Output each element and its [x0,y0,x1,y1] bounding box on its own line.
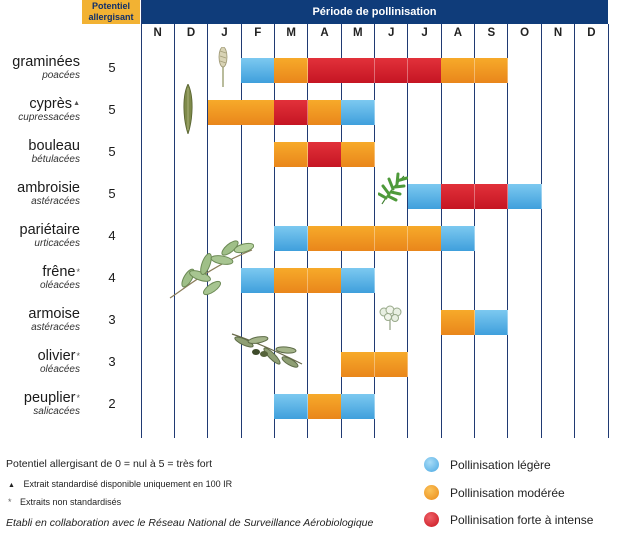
allergen-score: 4 [108,270,116,285]
plant-family: salicacées [33,406,80,417]
pollination-cell-moderee [274,58,308,83]
month-label: M [353,27,363,39]
star-mark: * [8,497,12,507]
plant-family: astéracées [31,196,80,207]
plant-label [0,222,80,250]
month-label: S [487,27,496,39]
pollination-cell-forte [441,184,475,209]
grass-spike-icon [216,47,230,87]
month-label: D [186,27,196,39]
pollination-cell-legere [274,394,308,419]
grid-line [174,24,175,438]
pollination-cell-moderee [341,142,375,167]
plant-family: astéracées [31,322,80,333]
ambrosia-leaf-icon [378,172,408,206]
ash-leaves-icon [168,236,254,302]
allergen-score: 5 [108,102,116,117]
pollination-cell-legere [475,310,509,335]
plant-name [0,96,80,112]
plant-name-text: ambroisie [17,180,80,196]
plant-label [0,180,80,208]
grid-line [207,24,208,438]
plant-name [0,222,80,238]
plant-label [0,138,80,166]
grid-line [141,0,142,438]
plant-mark: * [76,351,80,361]
allergen-score: 3 [108,312,116,327]
plant-family: cupressacées [18,112,80,123]
plant-name-text: cyprès [29,96,73,112]
plant-family: poacées [42,70,80,81]
legend-item-forte [424,512,593,527]
pollination-cell-legere [241,58,275,83]
month-label: O [520,27,530,39]
pollination-cell-moderee [341,226,375,251]
plant-name-text: pariétaire [19,222,80,238]
pollination-cell-moderee [308,394,342,419]
grid-line [507,24,508,438]
month-label: D [587,27,596,39]
legend-item-legere [424,457,551,472]
plant-name [0,306,80,322]
pollination-cell-legere [341,394,375,419]
pollination-cell-legere [408,184,442,209]
pollination-cell-forte [308,58,342,83]
plant-name-text: frêne [42,264,76,280]
allergen-score: 5 [108,60,116,75]
grid-line [241,24,242,438]
month-label: N [153,27,162,39]
star-note: Extraits non standardisés [20,497,122,507]
pollination-cell-moderee [308,268,342,293]
allergen-score: 5 [108,144,116,159]
plant-mark: * [76,267,80,277]
plant-mark: * [76,393,80,403]
plant-family: oléacées [39,280,80,291]
pollination-cell-forte [375,58,409,83]
pollination-cell-moderee [274,142,308,167]
allergen-score: 3 [108,354,116,369]
plant-name-text: bouleau [28,138,80,154]
plant-family: urticacées [34,238,80,249]
pollination-cell-moderee [341,352,375,377]
triangle-mark: ▲ [8,482,15,489]
pollination-cell-forte [308,142,342,167]
pollination-cell-moderee [475,58,509,83]
plant-label [0,348,80,376]
pollination-cell-legere [274,226,308,251]
pollination-cell-forte [408,58,442,83]
plant-name-text: olivier [37,348,76,364]
month-label: J [221,27,228,39]
star-note-row [8,497,121,507]
plant-label [0,264,80,292]
pollination-cell-moderee [308,226,342,251]
plant-mark: ▲ [73,100,80,107]
pollination-cell-moderee [441,58,475,83]
month-label: A [320,27,329,39]
month-label: N [553,27,563,39]
pollination-cell-legere [341,268,375,293]
month-label: M [286,27,296,39]
pollination-cell-moderee [441,310,475,335]
pollination-cell-moderee [408,226,442,251]
plant-label [0,306,80,334]
plant-name-text: peuplier [23,390,76,406]
legend-label-moderee: Pollinisation modérée [450,485,565,500]
pollination-cell-moderee [241,100,275,125]
plant-label [0,54,80,82]
scale-note: Potentiel allergisant de 0 = nul à 5 = très fort [6,458,213,470]
allergen-score: 2 [108,396,116,411]
month-label: J [421,27,428,39]
plant-name [0,390,80,406]
olive-branch-icon [230,330,304,370]
pollination-cell-forte [341,58,375,83]
mugwort-flower-icon [376,304,406,332]
legend-label-legere: Pollinisation légère [450,457,551,472]
pollination-cell-moderee [208,100,242,125]
legend-dot-legere [424,457,439,472]
grid-line [541,24,542,438]
allergen-score: 4 [108,228,116,243]
month-label: A [453,27,463,39]
allergen-score: 5 [108,186,116,201]
month-label: F [254,27,262,39]
legend-dot-forte [424,512,439,527]
plant-label [0,390,80,418]
pollination-cell-moderee [274,268,308,293]
grid-line [574,24,575,438]
plant-family: oléacées [39,364,80,375]
triangle-note: Extrait standardisé disponible uniquement en 100 IR [23,479,233,489]
legend-label-forte: Pollinisation forte à intense [450,512,594,527]
pollination-cell-moderee [308,100,342,125]
plant-name [0,180,80,196]
plant-name [0,138,80,154]
pollination-cell-legere [508,184,542,209]
plant-name [0,348,80,364]
pollination-cell-legere [341,100,375,125]
pollination-cell-legere [441,226,475,251]
pollination-cell-forte [274,100,308,125]
plant-name [0,264,80,280]
credit-note: Etabli en collaboration avec le Réseau National de Surveillance Aérobiologique [6,517,374,529]
pollination-cell-forte [475,184,509,209]
plant-label [0,96,80,124]
pollination-cell-moderee [375,226,409,251]
legend-item-moderee [424,485,565,500]
pollination-cell-moderee [375,352,409,377]
period-header: Période de pollinisation [141,0,608,24]
plant-name [0,54,80,70]
plant-name-text: graminées [12,54,80,70]
month-label: J [387,27,395,39]
legend-dot-moderee [424,485,439,500]
cypress-sprig-icon [181,84,195,134]
potentiel-header: Potentiel allergisant [82,0,140,24]
grid-line [608,24,609,438]
plant-name-text: armoise [28,306,80,322]
plant-family: bétulacées [31,154,80,165]
triangle-note-row [8,479,232,489]
